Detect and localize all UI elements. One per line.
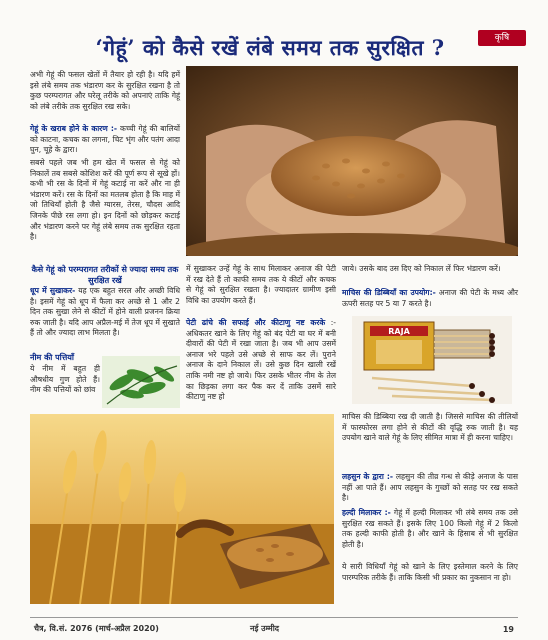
neem-text: ये नीम में बहुत ही औषधीय गुण होते हैं। नीम की पत्तियों को छांव <box>30 364 100 395</box>
match-heading: माचिस की डिब्बियाँ का उपयोग:- <box>342 288 436 297</box>
spoil-text: कच्ची गेहूं की बालियों को काटना, कचक का लगना, चिट भृंग और पतंग आदा घुन, चूहे के द्वारा। <box>30 124 180 155</box>
sun-text: यह एक बहुत सरल और अच्छी विधि है। इसमें गेहूं को धूप में फैला कर अच्छे से 1 और 2 दिन तक सुखा लेने से कीटों में होने वाली प्रजनन क्रिया रुक जाती है। यदि आप अप्रैल-मई में तेज धूप में सुखाते हैं तो और ज्यादा लाभ मिलता है। <box>30 286 180 338</box>
sun-heading: धूप में सुखाकर- <box>30 286 76 295</box>
hands-wheat-illustration <box>186 66 518 256</box>
matchbox-illustration <box>352 316 512 404</box>
sun-paragraph <box>30 286 180 339</box>
col2-text: में सुखाकर उन्हें गेहूं के साथ मिलाकर अनाज की पेटी में रख देते हैं तो काफी समय तक ये कीटों और कचक से गेहूं को सुरक्षित रखता है। ज्यादातर ग्रामीण इसी विधि का उपयोग करते हैं। <box>186 264 336 305</box>
match-text: अनाज की पेटी के मध्य और ऊपरी सतह पर 5 या 7 करते है। <box>342 288 518 308</box>
footer-magazine: नई उम्मीद <box>250 624 280 633</box>
intro-paragraph <box>30 70 180 112</box>
col3-top-text: जाये। उसके बाद उस दिए को निकाल लें फिर भंडारण करें। <box>342 264 501 273</box>
garlic-text: लहसुन की तीव्र गन्ध से कीड़े अनाज के पास नहीं आ पाते हैं। आप लहसुन के गुच्छों को सतह पर रख सकते है। <box>342 472 519 503</box>
footer-rule <box>30 617 518 618</box>
method-heading: कैसे गेहूं को परम्परागत तरीकों से ज्यादा समय तक सुरक्षित रखें <box>31 265 179 285</box>
wheat-field-photo <box>30 414 334 604</box>
col3-mid-text: माचिस की डिब्बिया रख दी जाती है। जिससे माचिस की तीलियों में फास्फोरस लगा होने से कीटों की वृद्धि रुक जाती है। यह उपयोग खाने वाले गेहूं के लिए सीमित मात्रा में ही करना चाहिए। <box>342 412 518 443</box>
garlic-paragraph <box>342 472 518 504</box>
article-title: ‘गेहूं’ को कैसे रखें लंबे समय तक सुरक्षित ? <box>95 35 445 60</box>
hero-photo <box>186 66 518 256</box>
neem-heading: नीम की पत्तियाँ <box>30 353 74 362</box>
timing-paragraph <box>30 158 180 243</box>
neem-photo <box>102 356 180 408</box>
matchbox-photo <box>352 316 512 404</box>
garlic-heading: लहसुन के द्वारा :- <box>342 472 394 481</box>
match-paragraph <box>342 288 518 309</box>
haldi-heading: हल्दी मिलाकर :- <box>342 508 391 517</box>
spoil-heading: गेहूं के खराब होने के कारण :- <box>30 124 118 133</box>
neem-paragraph <box>30 364 100 396</box>
pet-paragraph <box>186 318 336 403</box>
pet-heading: पेटी ढांचे की सफाई और कीटाणु नष्ट करके <box>186 318 326 327</box>
pet-text: :- अधिकतर खाने के लिए गेहूं को बंद पेटी या घर में बनी दीवारों की पेटी में रखा जाता है। जब भी आप उसमें अनाज भरे पहले उसे अच्छे से साफ कर लें। पुराने अनाज के दाने निकाल लें। उसे कुछ दिन खाली रखें ताकि नमी नष्ट हो जाये। फिर उसके भीतर नीम के तेल का छिड़का लगा कर पैक कर दें ताकि उसमें सारे कीटाणु नष्ट हो <box>186 318 336 402</box>
page-number: 19 <box>502 625 514 634</box>
section-tag: कृषि <box>478 30 526 46</box>
closing-text: ये सारी विधियाँ गेहूं को खाने के लिए इस्तेमाल करने के लिए पारम्परिक तरीके हैं। ताकि किसी भी प्रकार का नुकसान ना हो। <box>342 562 518 582</box>
timing-text: सबसे पहले जब भी हम खेत में फसल से गेहूं को निकालें तब सबसे कोशिश करें की पूर्ण रूप से सूखे हों। कभी भी रस के दिनों में गेहूं कटाई ना करें और ना ही भंडारण करें। रस के दिनों का मतलब होता है कि माह में जो तिथियाँ होती है जैसे ग्यारस, तेरस, चौदस आदि जिनके पीछे रस लगा हो। इन दिनों को छोड़कर कटाई और भंडारण करने पर गेहूं लंबे समय तक सुरक्षित रहता है। <box>30 158 180 242</box>
footer-date: चैत्र, वि.सं. 2076 (मार्च-अप्रैल 2020) <box>34 624 159 633</box>
matchbox-label: RAJA <box>388 327 410 336</box>
spoil-paragraph <box>30 124 180 156</box>
neem-leaves-illustration <box>102 356 180 408</box>
haldi-paragraph <box>342 508 518 550</box>
col2-paragraph <box>186 264 336 306</box>
haldi-text: गेहूं में हल्दी मिलाकर भी लंबे समय तक उसे सुरक्षित रख सकते हैं। इसके लिए 100 किलो गेहूं में 2 किलो तक हल्दी काफी होती है। और खाने के हिसाब से भी सुरक्षित होती है। <box>342 508 518 549</box>
col3-mid-paragraph <box>342 412 518 444</box>
col3-top-paragraph <box>342 264 518 275</box>
closing-paragraph <box>342 562 518 583</box>
intro-text: अभी गेहूं की फसल खेतों में तैयार हो रही है। यदि हमें इसे लंबे समय तक भंडारण कर के सुरक्षित रखना है तो कुछ परम्परागत और घरेलू तरीके को अपनाएं ताकि गेहूं को लंबे तरीके तक सुरक्षित रख सके। <box>30 70 180 111</box>
wheat-field-illustration <box>30 414 334 604</box>
